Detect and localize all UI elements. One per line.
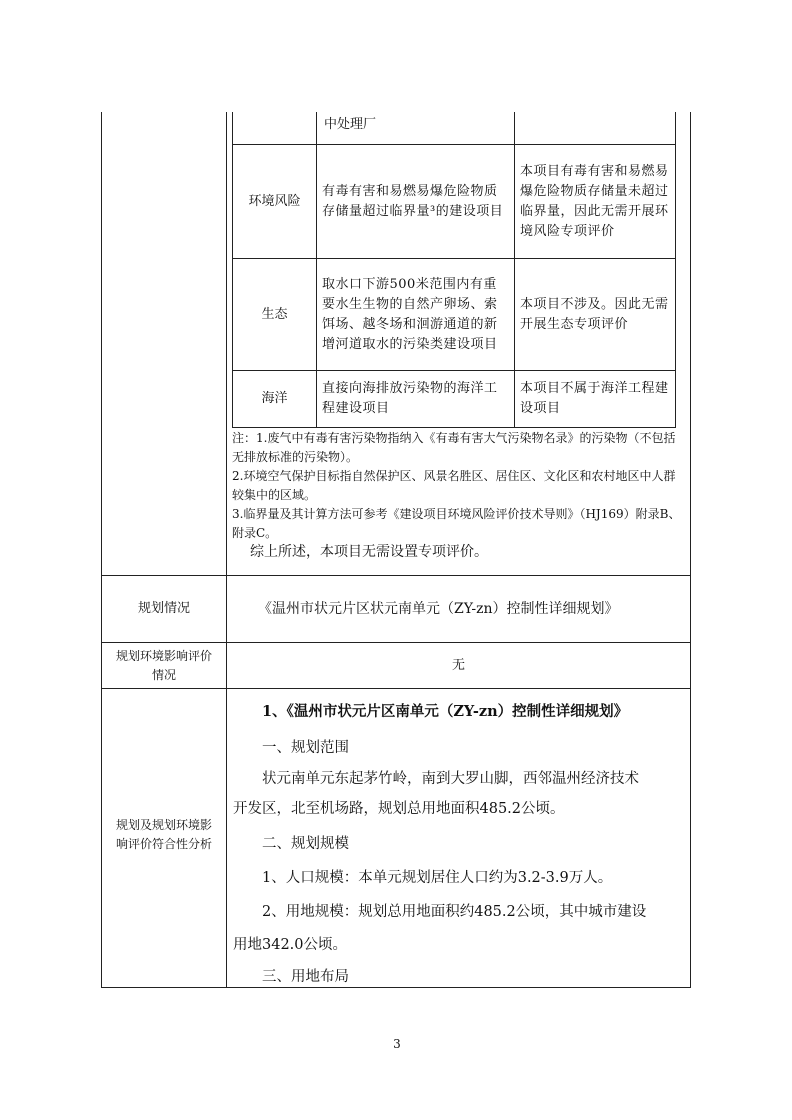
conformity-label: 规划及规划环境影响评价符合性分析 [115,818,212,851]
ocean-result: 本项目不属于海洋工程建设项目 [520,381,669,416]
scope-text-line1: 状元南单元东起茅竹岭，南到大罗山脚，西邻温州经济技术 [262,771,639,787]
eco-condition: 取水口下游500米范围内有重要水生生物的自然产卵场、索饵场、越冬场和洄游通道的新增河道取水的污染类建设项目 [322,276,498,352]
section-layout: 三、用地布局 [262,969,349,985]
outer-right-border [690,112,691,988]
planning-env-value: 无 [451,657,465,673]
outer-left-border [101,112,102,988]
ocean-condition: 直接向海排放污染物的海洋工程建设项目 [322,381,498,416]
conclusion-text: 综上所述，本项目无需设置专项评价。 [250,544,488,560]
note-3: 3.临界量及其计算方法可参考《建设项目环境风险评价技术导则》（HJ169）附录B、附录C。 [232,507,681,540]
land-text-line2: 用地342.0公顷。 [233,937,348,953]
note-2: 2.环境空气保护目标指自然保护区、风景名胜区、居住区、文化区和农村地区中人群较集中的区域。 [232,469,676,502]
inner-right-border [675,112,676,428]
note-1: 注：1.废气中有毒有害污染物指纳入《有毒有害大气污染物名录》的污染物（不包括无排放标准的污染物）。 [232,431,676,464]
outer-bottom-border [101,987,691,988]
inner-divider-2 [514,112,515,428]
planning-value: 《温州市状元片区状元南单元（ZY-zn）控制性详细规划》 [258,601,619,617]
inner-divider-1 [316,112,317,428]
risk-result: 本项目有毒有害和易燃易爆危险物质存储量未超过临界量，因此无需开展环境风险专项评价 [520,163,669,239]
inner-bottom-border [232,427,676,428]
population-text: 1、人口规模：本单元规划居住人口约为3.2-3.9万人。 [262,870,613,886]
section-scale: 二、规划规模 [262,836,349,852]
planning-label: 规划情况 [137,601,190,616]
section-scope: 一、规划范围 [262,740,349,756]
inner-row0-value: 中处理厂 [324,117,377,132]
eco-result: 本项目不涉及。因此无需开展生态专项评价 [520,296,669,332]
conformity-heading: 1、《温州市状元片区南单元（ZY-zn）控制性详细规划》 [262,703,629,720]
scope-text-line2: 开发区，北至机场路，规划总用地面积485.2公顷。 [233,801,565,817]
eco-label: 生态 [261,306,288,322]
land-text-line1: 2、用地规模：规划总用地面积约485.2公顷，其中城市建设 [262,904,647,920]
risk-condition: 有毒有害和易燃易爆危险物质存储量超过临界量³的建设项目 [322,183,504,219]
page-number: 3 [393,1037,401,1051]
planning-env-label: 规划环境影响评价情况 [115,648,212,682]
risk-label: 环境风险 [248,193,301,209]
outer-divider [226,112,227,988]
ocean-label: 海洋 [261,391,288,406]
outer-line-3 [101,688,691,689]
